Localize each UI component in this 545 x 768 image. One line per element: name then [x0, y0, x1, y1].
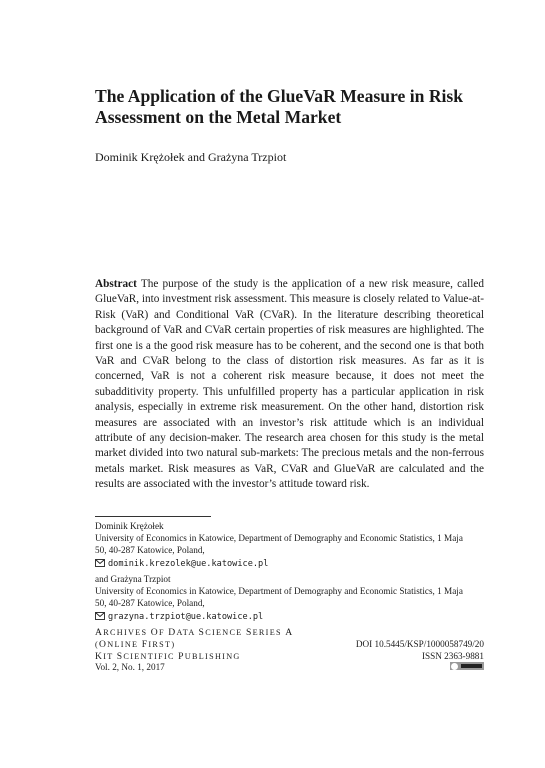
- envelope-icon: [95, 559, 105, 567]
- abstract: [95, 277, 484, 493]
- affiliation-name: and Grażyna Trzpiot: [95, 574, 171, 584]
- affiliation-address: 50, 40-287 Katowice, Poland,: [95, 598, 205, 609]
- email-link[interactable]: grazyna.trzpiot@ue.katowice.pl: [108, 611, 264, 622]
- volume-info: Vol. 2, No. 1, 2017: [95, 662, 165, 673]
- affiliation-address: 50, 40-287 Katowice, Poland,: [95, 545, 205, 556]
- affiliation-institution: University of Economics in Katowice, Department of Demography and Economic Statistics, 1 Maja: [95, 586, 463, 597]
- cc-by-sa-icon[interactable]: [450, 662, 484, 670]
- paper-title: The Application of the GlueVaR Measure in Risk Assessment on the Metal Market: [95, 86, 464, 127]
- abstract-label: Abstract: [95, 278, 137, 290]
- journal-footer: [95, 627, 484, 674]
- author-list: Dominik Krężołek and Grażyna Trzpiot: [95, 150, 287, 164]
- footnote-rule: [95, 516, 211, 517]
- email-link[interactable]: dominik.krezolek@ue.katowice.pl: [108, 558, 269, 569]
- envelope-icon: [95, 612, 105, 620]
- abstract-text: The purpose of the study is the application of a new risk measure, called GlueVaR, into investment risk assessment. This measure is closely related to Value-at-Risk (VaR) and Conditional VaR (CVaR). In the literature describing theoretical background of VaR and CVaR certain properties of risk measures are highlighted. The first one is a the good risk measure has to be coherent, and the second one is that both VaR and CVaR belong to the class of distortion risk measures. As far as it is concerned, VaR is not a coherent risk measure because, it does not meet the subadditivity property. This unfulfilled property has a particular application in risk analysis, especially in extreme risk measurement. On the other hand, distortion risk measures are associated with an investor’s risk attitude which is an individual attribute of any decision-maker. The research area chosen for this study is the metal market divided into two natural sub-markets: The precious metals and the non-ferrous metals market. Risk measures as VaR, CVaR and GlueVaR are calculated and the results are associated with the investor’s attitude toward risk.: [95, 278, 484, 491]
- affiliation-email-row: [95, 610, 490, 623]
- affiliation-name: Dominik Krężołek: [95, 521, 164, 531]
- doi[interactable]: DOI 10.5445/KSP/1000058749/20: [355, 638, 484, 649]
- issn: ISSN 2363-9881: [421, 650, 484, 661]
- affiliation-1: [95, 520, 490, 570]
- online-status: (ONLINE FIRST): [95, 638, 176, 650]
- affiliation-2: [95, 573, 490, 623]
- publisher: KIT SCIENTIFIC PUBLISHING: [95, 650, 241, 662]
- affiliation-email-row: [95, 557, 490, 570]
- affiliation-institution: University of Economics in Katowice, Department of Demography and Economic Statistics, 1 Maja: [95, 533, 463, 544]
- journal-name: ARCHIVES OF DATA SCIENCE SERIES A: [95, 627, 294, 638]
